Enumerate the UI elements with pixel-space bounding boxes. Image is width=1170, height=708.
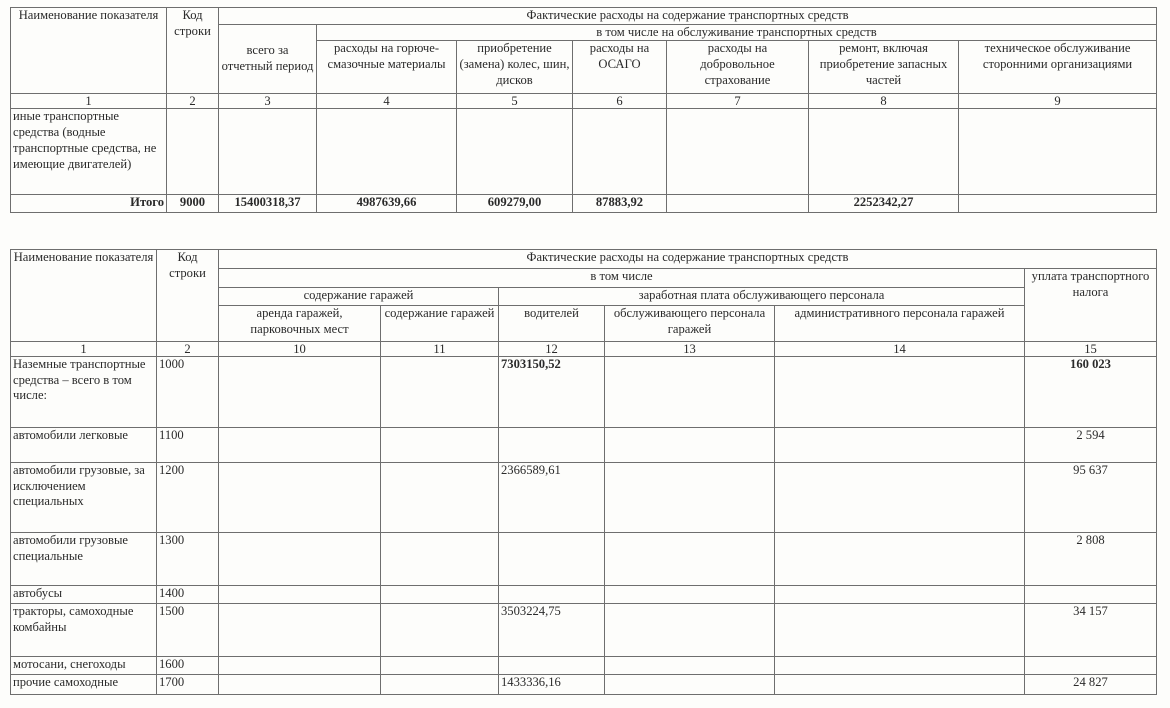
cell-c13 bbox=[605, 586, 775, 604]
row-name: мотосани, снегоходы bbox=[11, 657, 157, 675]
maintenance-costs-table-1 bbox=[10, 7, 1157, 213]
cell-c12 bbox=[499, 428, 605, 463]
col-number: 1 bbox=[11, 342, 157, 357]
header-col3: всего за отчетный период bbox=[219, 24, 317, 94]
cell-c13 bbox=[605, 533, 775, 586]
table-row bbox=[11, 604, 1157, 657]
cell-c5 bbox=[457, 109, 573, 195]
cell-c6 bbox=[573, 109, 667, 195]
col-number: 2 bbox=[157, 342, 219, 357]
cell-c14 bbox=[775, 357, 1025, 428]
total-c8: 2252342,27 bbox=[809, 195, 959, 213]
col-number: 2 bbox=[167, 94, 219, 109]
total-c3: 15400318,37 bbox=[219, 195, 317, 213]
row-name: иные транспортные средства (водные транспортные средства, не имеющие двигателей) bbox=[11, 109, 167, 195]
header-col11: содержание гаражей bbox=[381, 306, 499, 342]
total-row bbox=[11, 195, 1157, 213]
col-number: 3 bbox=[219, 94, 317, 109]
cell-c15: 2 808 bbox=[1025, 533, 1157, 586]
row-name: тракторы, самоходные комбайны bbox=[11, 604, 157, 657]
row-code: 1600 bbox=[157, 657, 219, 675]
header-col7: расходы на добровольное страхование bbox=[667, 41, 809, 94]
col-number: 9 bbox=[959, 94, 1157, 109]
cell-c11 bbox=[381, 357, 499, 428]
col-number: 13 bbox=[605, 342, 775, 357]
cell-c9 bbox=[959, 109, 1157, 195]
header-col8: ремонт, включая приобретение запасных частей bbox=[809, 41, 959, 94]
cell-c10 bbox=[219, 357, 381, 428]
row-name: автомобили грузовые специальные bbox=[11, 533, 157, 586]
maintenance-costs-table-2 bbox=[10, 249, 1157, 695]
cell-c10 bbox=[219, 428, 381, 463]
header-col5: приобретение (замена) колес, шин, дисков bbox=[457, 41, 573, 94]
header-col4: расходы на горюче-смазочные материалы bbox=[317, 41, 457, 94]
cell-c10 bbox=[219, 463, 381, 533]
cell-c12: 2366589,61 bbox=[499, 463, 605, 533]
cell-c13 bbox=[605, 657, 775, 675]
col-number: 6 bbox=[573, 94, 667, 109]
cell-c15: 24 827 bbox=[1025, 675, 1157, 695]
row-name: Наземные транспортные средства – всего в том числе: bbox=[11, 357, 157, 428]
cell-c11 bbox=[381, 428, 499, 463]
cell-c11 bbox=[381, 657, 499, 675]
header-group: Фактические расходы на содержание транспортных средств bbox=[219, 8, 1157, 25]
cell-c8 bbox=[809, 109, 959, 195]
cell-c7 bbox=[667, 109, 809, 195]
cell-c12 bbox=[499, 586, 605, 604]
cell-c11 bbox=[381, 463, 499, 533]
cell-c4 bbox=[317, 109, 457, 195]
cell-c15: 34 157 bbox=[1025, 604, 1157, 657]
cell-c14 bbox=[775, 586, 1025, 604]
cell-c12: 3503224,75 bbox=[499, 604, 605, 657]
header-col12: водителей bbox=[499, 306, 605, 342]
header-name: Наименование показателя bbox=[11, 250, 157, 342]
header-garages: содержание гаражей bbox=[219, 288, 499, 306]
table-row bbox=[11, 657, 1157, 675]
total-c5: 609279,00 bbox=[457, 195, 573, 213]
row-name: автобусы bbox=[11, 586, 157, 604]
table-row bbox=[11, 357, 1157, 428]
col-number: 8 bbox=[809, 94, 959, 109]
col-number: 7 bbox=[667, 94, 809, 109]
cell-c14 bbox=[775, 463, 1025, 533]
row-code: 1000 bbox=[157, 357, 219, 428]
cell-c15 bbox=[1025, 586, 1157, 604]
header-col6: расходы на ОСАГО bbox=[573, 41, 667, 94]
row-code: 1200 bbox=[157, 463, 219, 533]
cell-c14 bbox=[775, 604, 1025, 657]
cell-c13 bbox=[605, 463, 775, 533]
header-code: Код строки bbox=[157, 250, 219, 342]
total-code: 9000 bbox=[167, 195, 219, 213]
col-number: 15 bbox=[1025, 342, 1157, 357]
header-col10: аренда гаражей, парковочных мест bbox=[219, 306, 381, 342]
cell-c13 bbox=[605, 604, 775, 657]
cell-c12 bbox=[499, 533, 605, 586]
row-name: автомобили грузовые, за исключением специальных bbox=[11, 463, 157, 533]
row-code bbox=[167, 109, 219, 195]
total-c9 bbox=[959, 195, 1157, 213]
cell-c13 bbox=[605, 675, 775, 695]
cell-c15: 95 637 bbox=[1025, 463, 1157, 533]
table-row bbox=[11, 109, 1157, 195]
table-row bbox=[11, 533, 1157, 586]
total-c7 bbox=[667, 195, 809, 213]
total-c6: 87883,92 bbox=[573, 195, 667, 213]
header-col14: административного персонала гаражей bbox=[775, 306, 1025, 342]
header-name: Наименование показателя bbox=[11, 8, 167, 94]
table-row bbox=[11, 586, 1157, 604]
cell-c11 bbox=[381, 604, 499, 657]
row-name: автомобили легковые bbox=[11, 428, 157, 463]
cell-c12 bbox=[499, 657, 605, 675]
col-number: 12 bbox=[499, 342, 605, 357]
cell-c10 bbox=[219, 604, 381, 657]
header-salary: заработная плата обслуживающего персонала bbox=[499, 288, 1025, 306]
cell-c14 bbox=[775, 675, 1025, 695]
cell-c3 bbox=[219, 109, 317, 195]
cell-c14 bbox=[775, 428, 1025, 463]
header-subgroup: в том числе на обслуживание транспортных средств bbox=[317, 24, 1157, 41]
row-code: 1100 bbox=[157, 428, 219, 463]
cell-c11 bbox=[381, 586, 499, 604]
total-c4: 4987639,66 bbox=[317, 195, 457, 213]
col-number: 4 bbox=[317, 94, 457, 109]
cell-c13 bbox=[605, 428, 775, 463]
cell-c11 bbox=[381, 533, 499, 586]
cell-c14 bbox=[775, 533, 1025, 586]
col-number: 14 bbox=[775, 342, 1025, 357]
cell-c14 bbox=[775, 657, 1025, 675]
cell-c10 bbox=[219, 586, 381, 604]
header-subgroup: в том числе bbox=[219, 269, 1025, 288]
cell-c10 bbox=[219, 533, 381, 586]
header-group: Фактические расходы на содержание транспортных средств bbox=[219, 250, 1157, 269]
cell-c15: 2 594 bbox=[1025, 428, 1157, 463]
cell-c10 bbox=[219, 675, 381, 695]
header-code: Код строки bbox=[167, 8, 219, 94]
cell-c15 bbox=[1025, 657, 1157, 675]
header-col9: техническое обслуживание сторонними организациями bbox=[959, 41, 1157, 94]
row-code: 1300 bbox=[157, 533, 219, 586]
header-col15: уплата транспортного налога bbox=[1025, 269, 1157, 342]
header-col13: обслуживающего персонала гаражей bbox=[605, 306, 775, 342]
table-row bbox=[11, 463, 1157, 533]
cell-c13 bbox=[605, 357, 775, 428]
col-number: 11 bbox=[381, 342, 499, 357]
col-number: 5 bbox=[457, 94, 573, 109]
row-code: 1400 bbox=[157, 586, 219, 604]
cell-c12: 1433336,16 bbox=[499, 675, 605, 695]
table-row bbox=[11, 428, 1157, 463]
col-number: 10 bbox=[219, 342, 381, 357]
row-name: прочие самоходные bbox=[11, 675, 157, 695]
cell-c10 bbox=[219, 657, 381, 675]
cell-c15: 160 023 bbox=[1025, 357, 1157, 428]
row-code: 1500 bbox=[157, 604, 219, 657]
cell-c12: 7303150,52 bbox=[499, 357, 605, 428]
total-label: Итого bbox=[11, 195, 167, 213]
col-number: 1 bbox=[11, 94, 167, 109]
row-code: 1700 bbox=[157, 675, 219, 695]
cell-c11 bbox=[381, 675, 499, 695]
table-row bbox=[11, 675, 1157, 695]
